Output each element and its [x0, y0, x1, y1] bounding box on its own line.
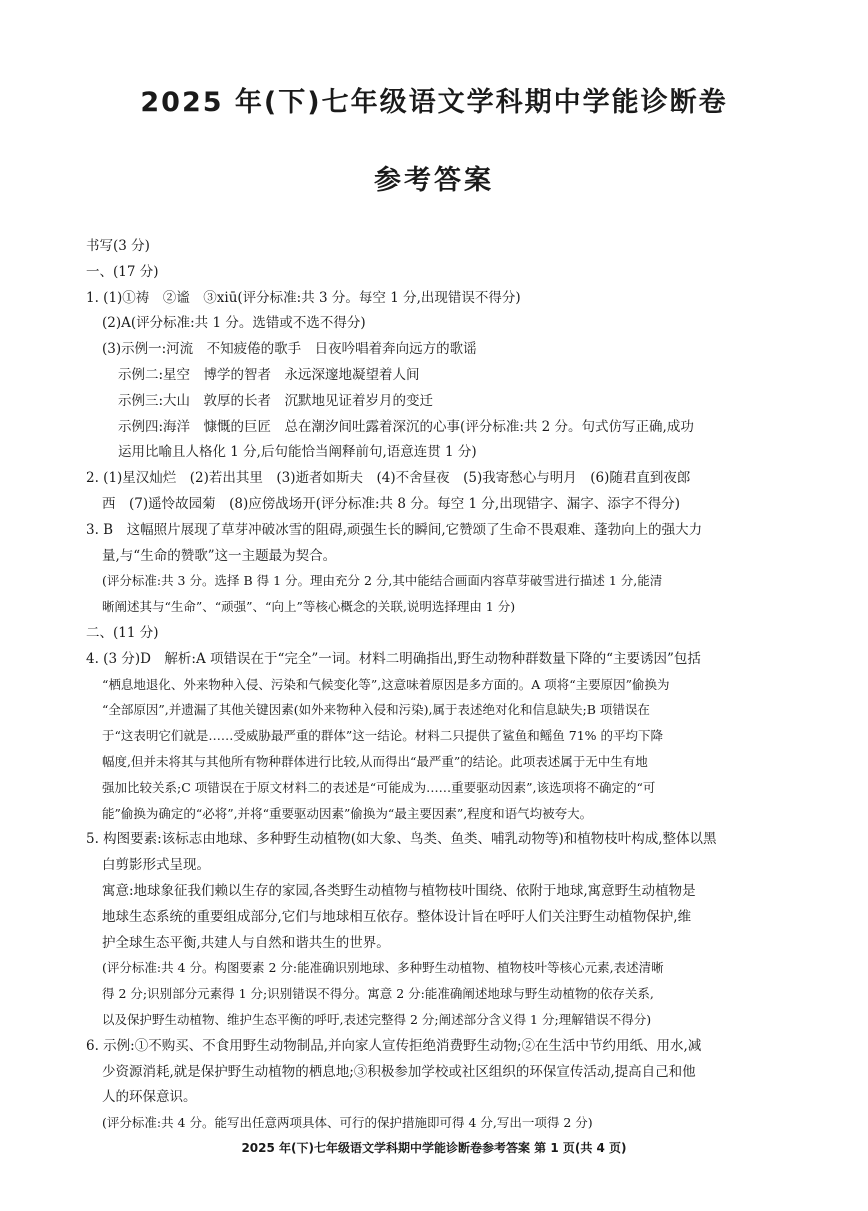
answer-4-line: 4. (3 分)D 解析:A 项错误在于“完全”一词。材料二明确指出,野生动物种群数量下降的“主要诱因”包括	[86, 650, 701, 667]
answer-5-line: 护全球生态平衡,共建人与自然和谐共生的世界。	[102, 934, 390, 951]
answer-5-scoring: 以及保护野生动植物、维护生态平衡的呼吁,表述完整得 2 分;阐述部分含义得 1 分;理解错误不得分)	[102, 1011, 652, 1027]
answer-1-line: 运用比喻且人格化 1 分,后句能恰当阐释前句,语意连贯 1 分)	[118, 444, 477, 461]
answer-body	[86, 236, 786, 1139]
answer-6-scoring: (评分标准:共 4 分。能写出任意两项具体、可行的保护措施即可得 4 分,写出一项得 2 分)	[102, 1115, 593, 1131]
answer-3-line: 3. B 这幅照片展现了草芽冲破冰雪的阻碍,顽强生长的瞬间,它赞颂了生命不畏艰难、蓬勃向上的强大力	[86, 521, 703, 538]
document-title: 2025 年(下)七年级语文学科期中学能诊断卷	[140, 87, 728, 118]
answer-1-line: 示例三:大山 敦厚的长者 沉默地见证着岁月的变迁	[118, 392, 434, 409]
answer-1-line: 示例四:海洋 慷慨的巨匠 总在潮汐间吐露着深沉的心事(评分标准:共 2 分。句式仿写正确,成功	[118, 418, 694, 435]
answer-1-line: 示例二:星空 博学的智者 永远深邃地凝望着人间	[118, 366, 420, 383]
answer-4-line: “栖息地退化、外来物种入侵、污染和气候变化等”,这意味着原因是多方面的。A 项将“主要原因”偷换为	[102, 676, 670, 692]
answer-3-line: 量,与“生命的赞歌”这一主题最为契合。	[102, 547, 337, 564]
page-footer: 2025 年(下)七年级语文学科期中学能诊断卷参考答案 第 1 页(共 4 页)	[241, 1141, 627, 1155]
answer-1-line: (2)A(评分标准:共 1 分。选错或不选不得分)	[102, 315, 366, 332]
answer-1-line: (3)示例一:河流 不知疲倦的歌手 日夜吟唱着奔向远方的歌谣	[102, 341, 477, 358]
answer-4-line: 能”偷换为确定的“必将”,并将“重要驱动因素”偷换为“最主要因素”,程度和语气均被夸大。	[102, 805, 593, 821]
answer-2-line: 2. (1)星汉灿烂 (2)若出其里 (3)逝者如斯夫 (4)不舍昼夜 (5)我寄愁心与明月 (6)随君直到夜郎	[86, 470, 691, 487]
answer-3-scoring: (评分标准:共 3 分。选择 B 得 1 分。理由充分 2 分,其中能结合画面内容草芽破雪进行描述 1 分,能清	[102, 573, 663, 589]
answer-6-line: 少资源消耗,就是保护野生动植物的栖息地;③积极参加学校或社区组织的环保宣传活动,提高自己和他	[102, 1063, 696, 1080]
answer-5-line: 白剪影形式呈现。	[102, 857, 210, 874]
section-writing: 书写(3 分)	[86, 238, 150, 254]
answer-4-line: 强加比较关系;C 项错误在于原文材料二的表述是“可能成为……重要驱动因素”,该选项将不确定的“可	[102, 779, 656, 795]
document-subtitle: 参考答案	[374, 165, 494, 196]
answer-4-line: 幅度,但并未将其与其他所有物种群体进行比较,从而得出“最严重”的结论。此项表述属于无中生有地	[102, 753, 648, 769]
answer-5-line: 地球生态系统的重要组成部分,它们与地球相互依存。整体设计旨在呼吁人们关注野生动植物保护,维	[102, 908, 692, 925]
answer-5-line: 寓意:地球象征我们赖以生存的家园,各类野生动植物与植物枝叶围绕、依附于地球,寓意野生动植物是	[102, 882, 696, 899]
answer-3-scoring: 晰阐述其与“生命”、“顽强”、“向上”等核心概念的关联,说明选择理由 1 分)	[102, 599, 516, 615]
section-one-heading: 一、(17 分)	[86, 263, 159, 280]
answer-5-scoring: 得 2 分;识别部分元素得 1 分;识别错误不得分。寓意 2 分:能准确阐述地球与野生动植物的依存关系,	[102, 986, 654, 1002]
answer-5-line: 5. 构图要素:该标志由地球、多种野生动植物(如大象、鸟类、鱼类、哺乳动物等)和植物枝叶构成,整体以黑	[86, 831, 717, 848]
section-two-heading: 二、(11 分)	[86, 624, 159, 641]
answer-5-scoring: (评分标准:共 4 分。构图要素 2 分:能准确识别地球、多种野生动植物、植物枝叶等核心元素,表述清晰	[102, 960, 664, 976]
answer-2-line: 西 (7)遥怜故园菊 (8)应傍战场开(评分标准:共 8 分。每空 1 分,出现错字、漏字、添字不得分)	[102, 495, 680, 512]
answer-6-line: 人的环保意识。	[102, 1089, 197, 1106]
answer-4-line: 于“这表明它们就是……受威胁最严重的群体”这一结论。材料二只提供了鲨鱼和鳐鱼 71% 的平均下降	[102, 728, 664, 744]
answer-1-line: 1. (1)①祷 ②谧 ③xiū(评分标准:共 3 分。每空 1 分,出现错误不得分)	[86, 289, 521, 306]
answer-4-line: “全部原因”,并遗漏了其他关键因素(如外来物种入侵和污染),属于表述绝对化和信息缺失;B 项错误在	[102, 702, 650, 718]
answer-6-line: 6. 示例:①不购买、不食用野生动物制品,并向家人宣传拒绝消费野生动物;②在生活中节约用纸、用水,减	[86, 1037, 702, 1054]
